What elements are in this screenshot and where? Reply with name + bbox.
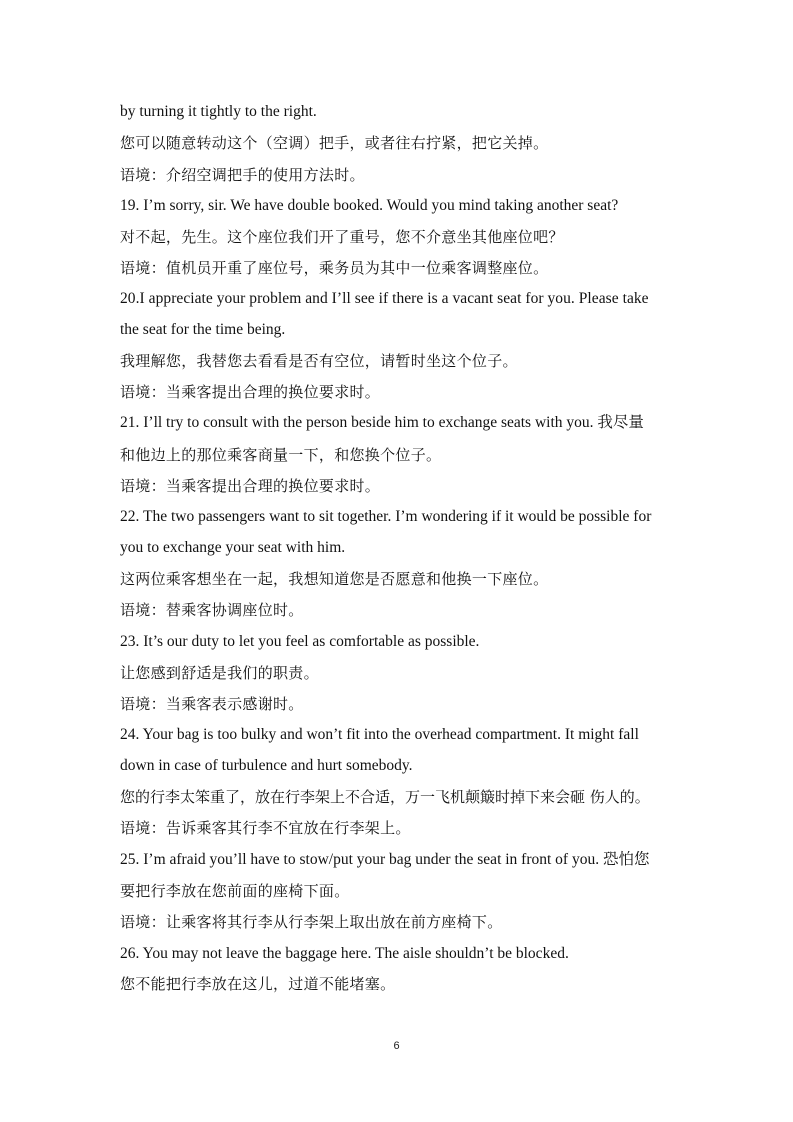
text-line: 21. I’ll try to consult with the person beside him to exchange seats with you. 我尽量 [120,414,644,431]
text-line: 这两位乘客想坐在一起，我想知道您是否愿意和他换一下座位。 [120,570,549,588]
text-line: down in case of turbulence and hurt somebody. [120,757,413,774]
text-line: 24. Your bag is too bulky and won’t fit into the overhead compartment. It might fall [120,726,639,743]
text-line: 我理解您，我替您去看看是否有空位，请暂时坐这个位子。 [120,352,518,370]
text-line: 22. The two passengers want to sit together. I’m wondering if it would be possible for [120,508,652,525]
text-line: you to exchange your seat with him. [120,539,346,556]
text-line: 您不能把行李放在这儿，过道不能堵塞。 [120,975,396,993]
text-line: 语境：当乘客提出合理的换位要求时。 [120,477,381,495]
text-line: 语境：介绍空调把手的使用方法时。 [120,166,365,184]
text-line: 语境：值机员开重了座位号，乘务员为其中一位乘客调整座位。 [120,259,549,277]
text-line: 要把行李放在您前面的座椅下面。 [120,882,350,900]
text-line: 让您感到舒适是我们的职责。 [120,664,319,682]
text-line: 19. I’m sorry, sir. We have double booked. Would you mind taking another seat? [120,197,619,214]
text-line: 语境：当乘客表示感谢时。 [120,695,304,713]
text-line: 23. It’s our duty to let you feel as comfortable as possible. [120,633,480,650]
text-line: 您的行李太笨重了，放在行李架上不合适，万一飞机颠簸时掉下来会砸 伤人的。 [120,788,650,806]
text-line: 20.I appreciate your problem and I’ll see if there is a vacant seat for you. Please take [120,290,649,307]
text-line: the seat for the time being. [120,321,286,338]
text-line: 您可以随意转动这个（空调）把手，或者往右拧紧，把它关掉。 [120,134,549,152]
text-line: 语境：让乘客将其行李从行李架上取出放在前方座椅下。 [120,913,503,931]
text-line: 语境：当乘客提出合理的换位要求时。 [120,383,381,401]
text-line: 语境：替乘客协调座位时。 [120,601,304,619]
text-line: 和他边上的那位乘客商量一下，和您换个位子。 [120,446,442,464]
text-line: 语境：告诉乘客其行李不宜放在行李架上。 [120,819,411,837]
text-line: 26. You may not leave the baggage here. The aisle shouldn’t be blocked. [120,945,569,962]
text-line: by turning it tightly to the right. [120,103,317,120]
text-line: 25. I’m afraid you’ll have to stow/put your bag under the seat in front of you. 恐怕您 [120,851,650,868]
page-number: 6 [393,1040,400,1052]
text-line: 对不起，先生。这个座位我们开了重号，您不介意坐其他座位吧？ [120,228,564,246]
